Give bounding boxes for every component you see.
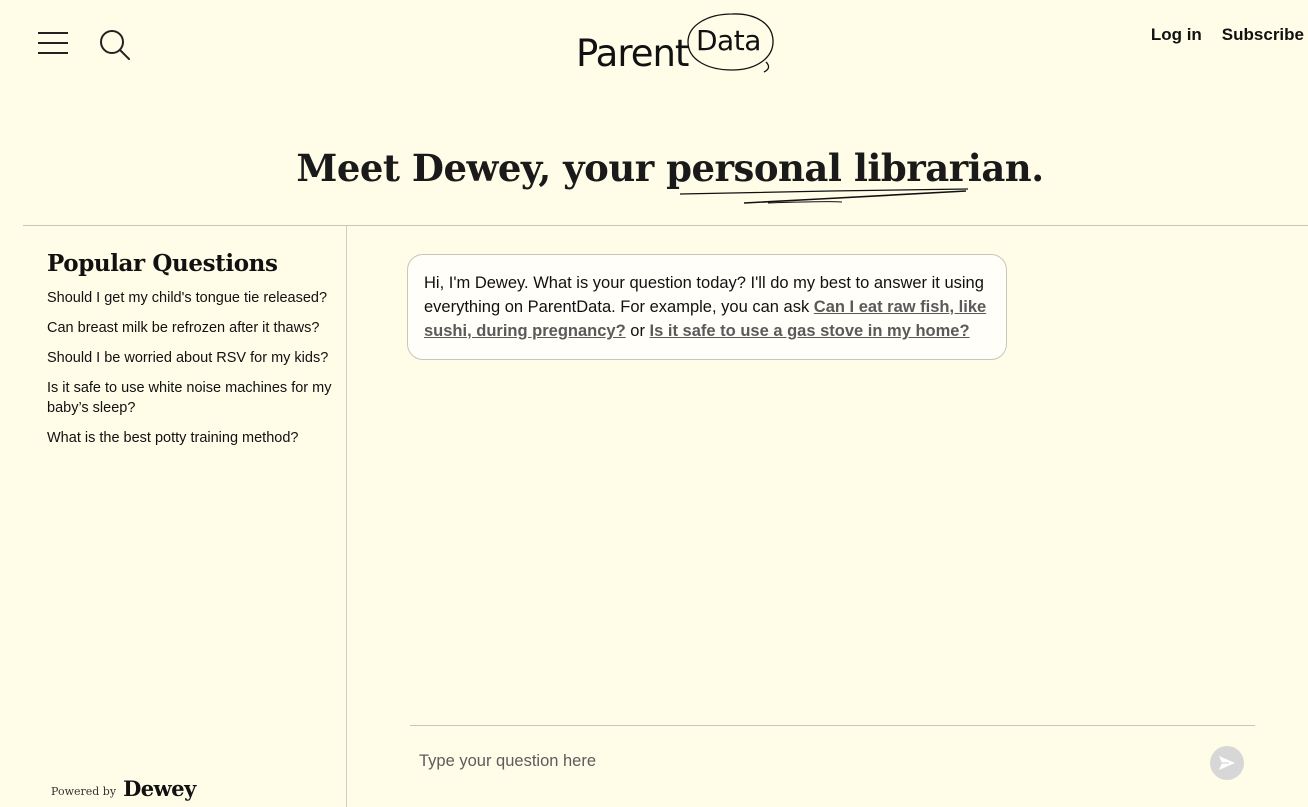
logo-text-parent: Parent <box>576 32 689 75</box>
page-title <box>0 146 1308 190</box>
question-item[interactable]: Is it safe to use white noise machines for my baby’s sleep? <box>47 380 332 416</box>
example-question-link-gas-stove[interactable]: Is it safe to use a gas stove in my home? <box>649 322 970 340</box>
logo-text-data: Data <box>696 24 761 57</box>
powered-by-label: Powered by <box>51 785 117 798</box>
sidebar-title: Popular Questions <box>47 250 278 277</box>
question-item[interactable]: Can breast milk be refrozen after it thaws? <box>47 320 320 336</box>
site-header <box>0 0 1308 90</box>
page-title-emphasis: personal librarian <box>666 146 1032 190</box>
question-input[interactable] <box>410 740 1190 782</box>
assistant-greeting-message <box>407 254 1007 360</box>
subscribe-link[interactable]: Subscribe <box>1221 25 1304 44</box>
popular-questions-list <box>47 288 332 458</box>
login-link[interactable]: Log in <box>1150 25 1202 44</box>
send-arrow-icon <box>1217 753 1237 773</box>
question-item[interactable]: What is the best potty training method? <box>47 430 299 446</box>
popular-questions-sidebar <box>0 226 347 807</box>
page-title-end: . <box>1031 146 1044 190</box>
question-item[interactable]: Should I be worried about RSV for my kids? <box>47 350 329 366</box>
search-icon[interactable] <box>98 28 132 62</box>
question-item[interactable]: Should I get my child's tongue tie released? <box>47 290 328 306</box>
hamburger-menu-icon[interactable] <box>38 30 70 58</box>
greeting-conjunction: or <box>625 322 650 340</box>
send-button[interactable] <box>1210 746 1244 780</box>
greeting-text: Hi, I'm Dewey. What is your question today? I'll do my best to answer it using everything on ParentData. For example, you can ask <box>424 274 984 316</box>
page-title-plain: Meet Dewey, your <box>296 146 667 190</box>
powered-by-dewey[interactable] <box>51 776 196 801</box>
input-divider <box>410 725 1255 726</box>
example-question-link-sushi[interactable]: Can I eat raw fish, like sushi, during pregnancy? <box>424 298 987 340</box>
hand-drawn-underline-icon <box>678 186 974 208</box>
parentdata-logo[interactable] <box>576 12 778 76</box>
account-links <box>1151 25 1304 45</box>
dewey-logo: Dewey <box>123 776 196 801</box>
